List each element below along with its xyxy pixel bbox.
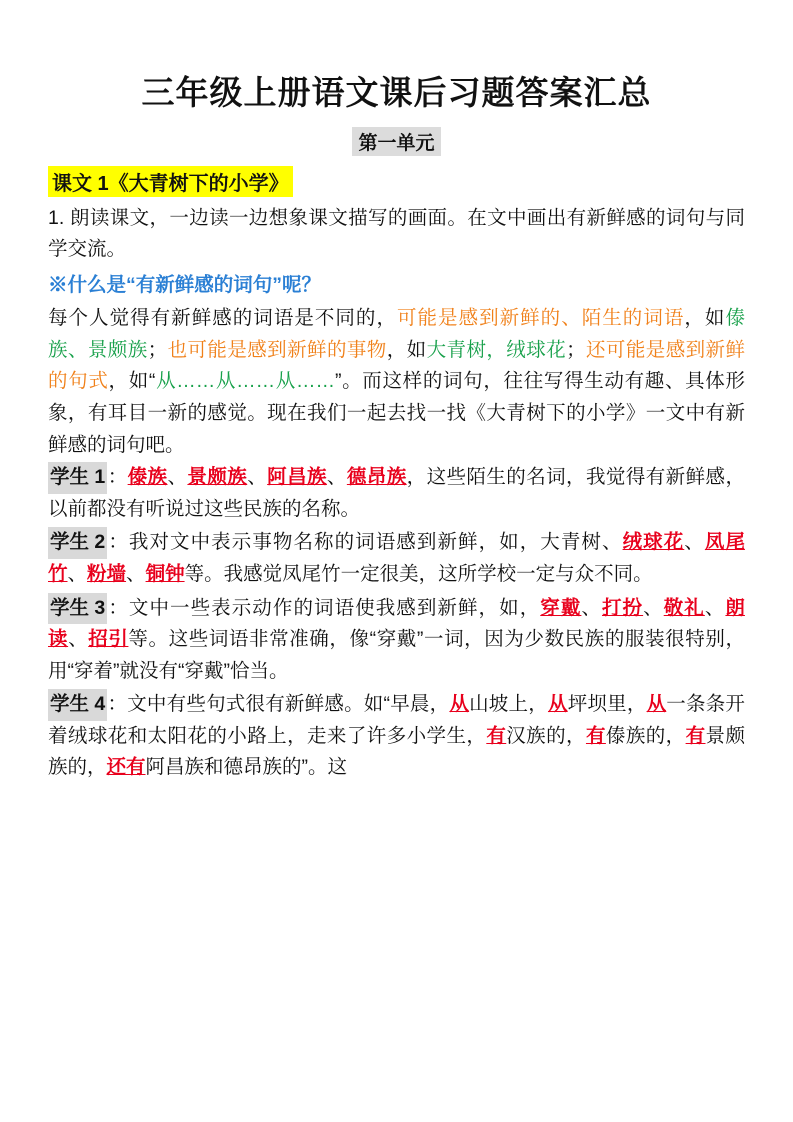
answer-segment: 、 [68, 628, 89, 651]
answer-segment: 一条条开着绒球花和太阳花的小路上，走来了许多小学生， [48, 693, 745, 747]
answer-segment: 从 [449, 693, 470, 716]
explanation-seg-13: ”。而这样的词句，往往写得生动有趣、具体形象，有耳目一新的感觉。现在我们一起去找一找《大青树下的小学》一文中有新鲜感的词句吧。 [48, 370, 745, 456]
explanation-paragraph [48, 303, 745, 461]
explanation-seg-1: 每个人觉得有新鲜感的词语是不同的， [48, 307, 397, 330]
answer-segment: 景颇族 [187, 466, 248, 489]
answer-segment: 从 [646, 693, 667, 716]
answer-segment: 德昂族 [346, 466, 407, 489]
page-title: 三年级上册语文课后习题答案汇总 [141, 74, 652, 111]
answer-segment: 粉墙 [87, 562, 127, 585]
answer-segment: 有 [685, 724, 706, 747]
answer-segment: 我对文中表示事物名称的词语感到新鲜，如，大青树、 [128, 531, 623, 554]
explanation-seg-10: 还可能是感到新鲜的句式 [48, 338, 745, 393]
answer-segment: 敬礼 [663, 596, 705, 619]
answer-segment: 、 [643, 596, 664, 619]
answer-segment: 等。我感觉凤尾竹一定很美，这所学校一定与众不同。 [184, 562, 653, 585]
student-answer [48, 527, 745, 590]
answer-segment: 、 [167, 466, 188, 489]
explanation-seg-3: ，如 [684, 307, 726, 330]
answer-segment: 山坡上， [469, 693, 548, 716]
explanation-seg-6: 也可能是感到新鲜的事物 [167, 338, 387, 361]
answer-segment: 等。这些词语非常准确，像“穿戴”一词，因为少数民族的服装很特别，用“穿着”就没有“穿戴”恰当。 [48, 628, 745, 682]
answer-segment: 穿戴 [540, 596, 582, 619]
explanation-seg-7: ，如 [386, 338, 427, 361]
answer-segment: 朗读 [48, 596, 745, 651]
student-answer [48, 462, 745, 525]
answer-segment: 从 [547, 693, 568, 716]
answer-segment: 、 [126, 562, 146, 585]
answer-segment: 凤尾竹 [48, 531, 745, 585]
answer-segment: 阿昌族 [267, 466, 327, 489]
answer-segment: ，这些陌生的名词，我觉得有新鲜感，以前都没有听说过这些民族的名称。 [48, 466, 745, 520]
answer-segment: 景颇族的， [48, 724, 745, 779]
student-separator: ： [107, 693, 128, 716]
explanation-seg-8: 大青树，绒球花 [426, 338, 567, 361]
explanation-seg-2: 可能是感到新鲜的、陌生的词语 [396, 307, 685, 330]
answer-segment: 、 [581, 596, 602, 619]
answer-segment: 招引 [88, 628, 129, 651]
answer-segment: 阿昌族和德昂族的”。这 [145, 756, 348, 779]
answer-segment: 绒球花 [622, 531, 685, 554]
explanation-seg-4: 傣族、景颇族 [48, 307, 745, 361]
student-label: 学生 1 [48, 462, 107, 494]
unit-heading: 第一单元 [352, 127, 440, 156]
question-1: 1. 朗读课文，一边读一边想象课文描写的画面。在文中画出有新鲜感的词句与同学交流。 [48, 206, 745, 261]
answer-segment: 、 [67, 562, 88, 585]
student-label: 学生 4 [48, 689, 107, 721]
answer-segment: 、 [326, 466, 347, 489]
question-prompt: ※什么是“有新鲜感的词句”呢？ [48, 273, 322, 296]
explanation-seg-5: ； [147, 338, 168, 361]
student-answers [48, 462, 745, 784]
answer-segment: 、 [704, 596, 726, 619]
answer-segment: 傣族 [127, 466, 168, 489]
student-answer [48, 593, 745, 688]
lesson-heading-line [48, 166, 745, 197]
lesson-heading: 课文 1《大青树下的小学》 [48, 166, 293, 197]
answer-segment: 汉族的， [506, 724, 586, 747]
explanation-seg-9: ； [566, 338, 586, 361]
answer-segment: 坪坝里， [567, 693, 647, 716]
answer-segment: 有 [585, 724, 606, 747]
answer-segment: 傣族的， [605, 724, 686, 747]
student-answer [48, 689, 745, 784]
unit-heading-line [48, 127, 745, 156]
student-separator: ： [107, 466, 128, 489]
student-separator: ： [107, 531, 129, 554]
student-separator: ： [107, 596, 129, 619]
student-label: 学生 2 [48, 527, 107, 559]
answer-segment: 铜钟 [145, 562, 185, 585]
explanation-seg-12: 从……从……从…… [155, 370, 335, 393]
answer-segment: 文中有些句式很有新鲜感。如“早晨， [127, 693, 450, 716]
answer-segment: 、 [247, 466, 268, 489]
answer-segment: 、 [684, 531, 705, 554]
answer-segment: 打扮 [601, 596, 644, 619]
explanation-seg-11: ，如“ [108, 370, 156, 393]
answer-segment: 文中一些表示动作的词语使我感到新鲜，如， [128, 596, 541, 619]
answer-segment: 有 [486, 724, 507, 747]
student-label: 学生 3 [48, 593, 107, 625]
answer-segment: 还有 [106, 756, 146, 779]
